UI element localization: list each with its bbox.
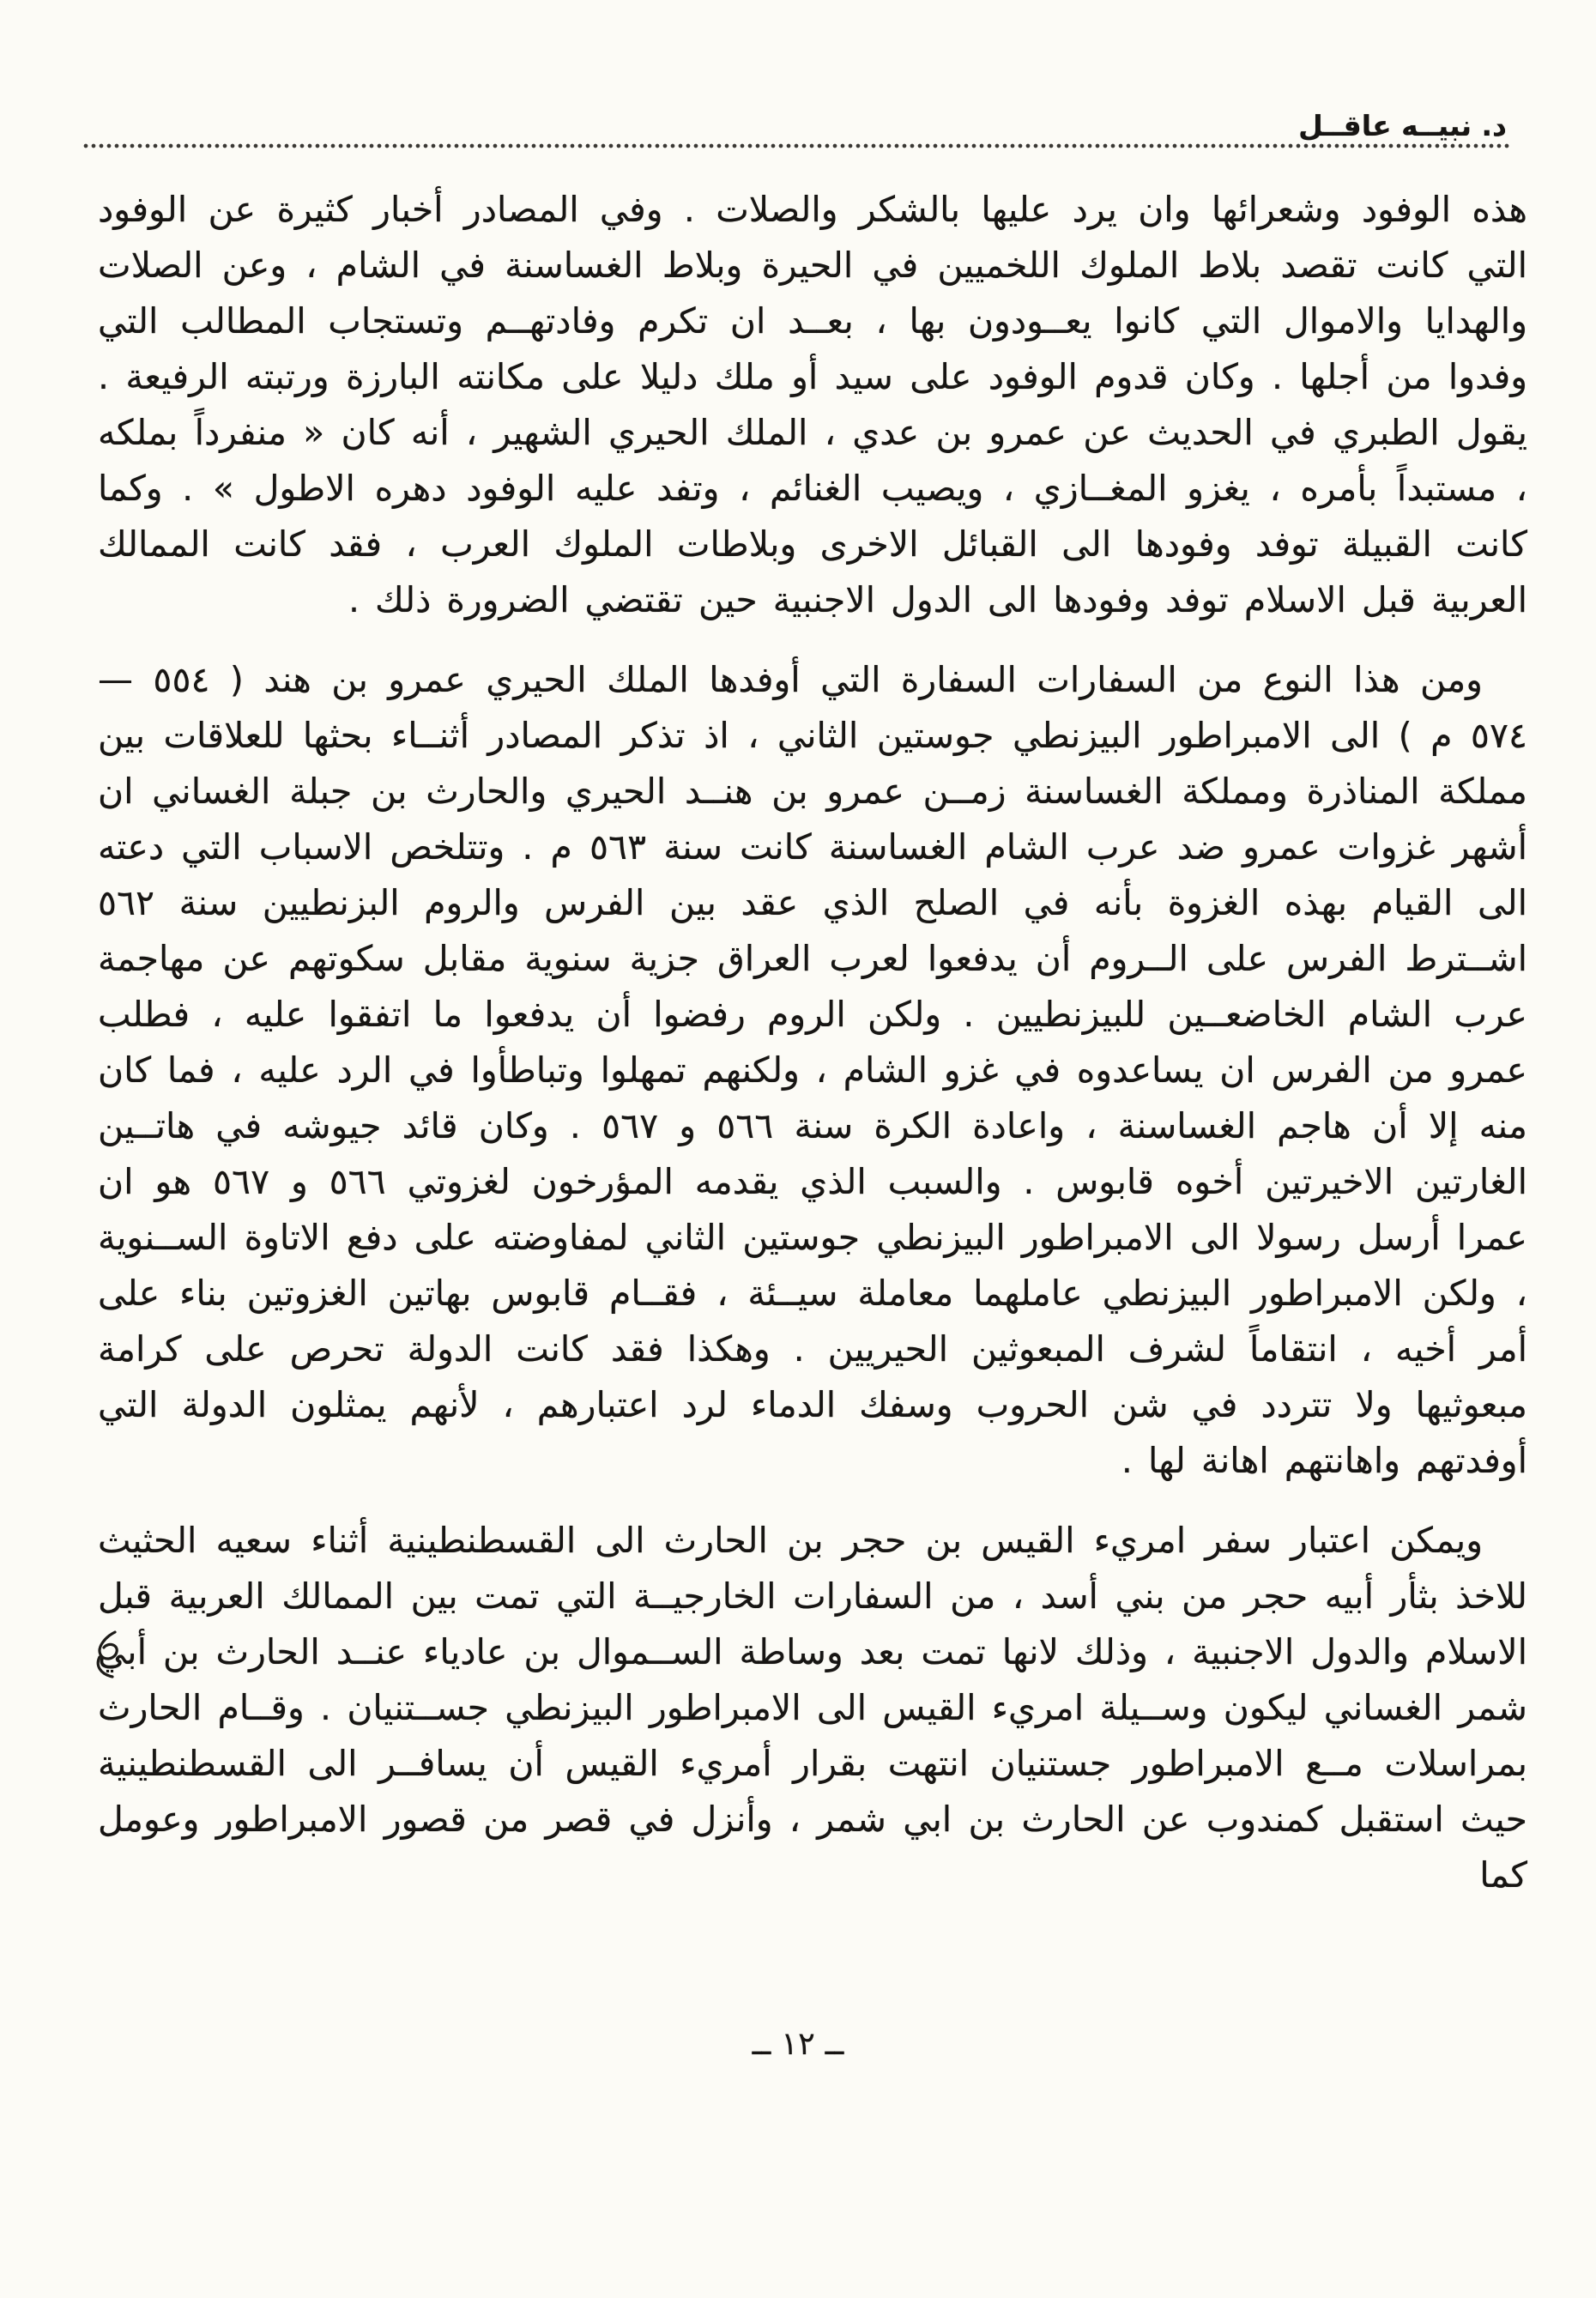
dotted-rule <box>82 142 1510 149</box>
author-name: د. نبيــه عاقــل <box>1298 109 1507 142</box>
paragraph-1: هذه الوفود وشعرائها وان يرد عليها بالشكر والصلات . وفي المصادر أخبار كثيرة عن الوفود التي كانت تقصد بلاط الملوك اللخميين في الحيرة وبلاط الغساسنة في الشام ، وعن الصلات والهدايا والاموال التي كانوا يعــودون بها ، بعــد ان تكرم وفادتهــم وتستجاب المطالب التي وفدوا من أجلها . وكان قدوم الوفود على سيد أو ملك دليلا على مكانته البارزة ورتبته الرفيعة . يقول الطبري في الحديث عن عمرو بن عدي ، الملك الحيري الشهير ، أنه كان « منفرداً بملكه ، مستبداً بأمره ، يغزو المغــازي ، ويصيب الغنائم ، وتفد عليه الوفود دهره الاطول » . وكما كانت القبيلة توفد وفودها الى القبائل الاخرى وبلاطات الملوك العرب ، فقد كانت الممالك العربية قبل الاسلام توفد وفودها الى الدول الاجنبية حين تقتضي الضرورة ذلك . <box>98 189 1527 620</box>
page-header <box>82 94 1510 149</box>
ink-smudge-icon <box>89 1629 129 1680</box>
page-number: ــ ١٢ ــ <box>752 2025 844 2062</box>
body-text <box>98 182 1527 1927</box>
paragraph-3: ويمكن اعتبار سفر امريء القيس بن حجر بن الحارث الى القسطنطينية أثناء سعيه الحثيث للاخذ بثأر أبيه حجر من بني أسد ، من السفارات الخارجيــة التي تمت بين الممالك العربية قبل الاسلام والدول الاجنبية ، وذلك لانها تمت بعد وساطة الســموال بن عادياء عنــد الحارث بن أبي شمر الغساني ليكون وســيلة امريء القيس الى الامبراطور البيزنطي جســتنيان . وقــام الحارث بمراسلات مــع الامبراطور جستنيان انتهت بقرار أمريء القيس أن يسافــر الى القسطنطينية حيث استقبل كمندوب عن الحارث بن ابي شمر ، وأنزل في قصر من قصور الامبراطور وعومل كما <box>98 1520 1527 1896</box>
paragraph-2: ومن هذا النوع من السفارات السفارة التي أوفدها الملك الحيري عمرو بن هند ( ٥٥٤ — ٥٧٤ م ) الى الامبراطور البيزنطي جوستين الثاني ، اذ تذكر المصادر أثنــاء بحثها للعلاقات بين مملكة المناذرة ومملكة الغساسنة زمــن عمرو بن هنــد الحيري والحارث بن جبلة الغساني ان أشهر غزوات عمرو ضد عرب الشام الغساسنة كانت سنة ٥٦٣ م . وتتلخص الاسباب التي دعته الى القيام بهذه الغزوة بأنه في الصلح الذي عقد بين الفرس والروم البزنطيين سنة ٥٦٢ اشــترط الفرس على الــروم أن يدفعوا لعرب العراق جزية سنوية مقابل سكوتهم عن مهاجمة عرب الشام الخاضعــين للبيزنطيين . ولكن الروم رفضوا أن يدفعوا ما اتفقوا عليه ، فطلب عمرو من الفرس ان يساعدوه في غزو الشام ، ولكنهم تمهلوا وتباطأوا في الرد عليه ، فما كان منه إلا أن هاجم الغساسنة ، واعادة الكرة سنة ٥٦٦ و ٥٦٧ . وكان قائد جيوشه في هاتــين الغارتين الاخيرتين أخوه قابوس . والسبب الذي يقدمه المؤرخون لغزوتي ٥٦٦ و ٥٦٧ هو ان عمرا أرسل رسولا الى الامبراطور البيزنطي جوستين الثاني لمفاوضته على دفع الاتاوة الســنوية ، ولكن الامبراطور البيزنطي عاملهما معاملة سيــئة ، فقــام قابوس بهاتين الغزوتين بناء على أمر أخيه ، انتقاماً لشرف المبعوثين الحيريين . وهكذا فقد كانت الدولة تحرص على كرامة مبعوثيها ولا تتردد في شن الحروب وسفك الدماء لرد اعتبارهم ، لأنهم يمثلون الدولة التي أوفدتهم واهانتهم اهانة لها . <box>98 659 1527 1481</box>
